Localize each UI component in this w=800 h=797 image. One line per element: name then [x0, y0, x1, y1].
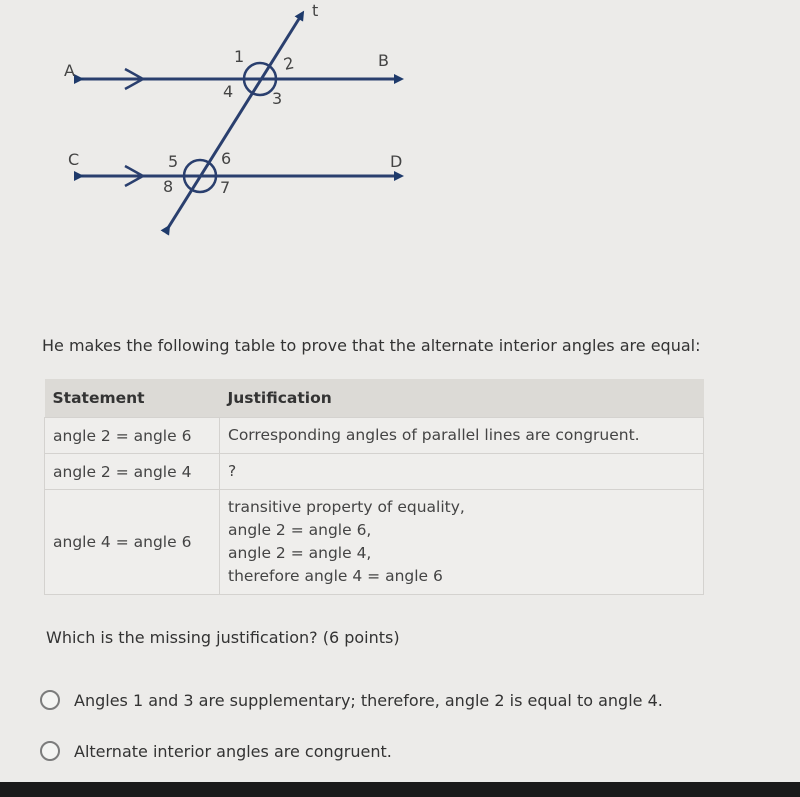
justification-line: ?	[228, 462, 237, 480]
justification-cell	[220, 454, 704, 490]
angle-label-4: 4	[223, 82, 234, 101]
table-row	[45, 418, 704, 454]
proof-table	[44, 379, 704, 595]
justification-line: angle 2 = angle 6,	[228, 521, 372, 539]
angle-label-3: 3	[272, 89, 283, 108]
label-c: C	[68, 150, 80, 169]
parallel-lines-diagram	[0, 0, 800, 300]
radio-button[interactable]	[40, 690, 60, 710]
statement-cell: angle 2 = angle 4	[45, 454, 220, 490]
label-t: t	[312, 1, 319, 20]
option-label: Alternate interior angles are congruent.	[74, 741, 392, 761]
angle-label-7: 7	[220, 178, 231, 197]
intro-text: He makes the following table to prove that the alternate interior angles are equal:	[42, 336, 701, 355]
angle-label-5: 5	[168, 152, 179, 171]
justification-line: transitive property of equality,	[228, 498, 465, 516]
photo-frame-edge	[0, 782, 800, 797]
header-justification: Justification	[220, 379, 704, 418]
label-d: D	[390, 152, 403, 171]
question-text: Which is the missing justification? (6 points)	[46, 628, 400, 647]
statement-cell: angle 2 = angle 6	[45, 418, 220, 454]
label-a: A	[64, 61, 75, 80]
justification-line: angle 2 = angle 4,	[228, 544, 372, 562]
statement-cell: angle 4 = angle 6	[45, 490, 220, 595]
justification-line: therefore angle 4 = angle 6	[228, 567, 443, 585]
angle-label-1: 1	[234, 47, 245, 66]
header-statement: Statement	[45, 379, 220, 418]
radio-button[interactable]	[40, 741, 60, 761]
label-b: B	[378, 51, 389, 70]
justification-line: Corresponding angles of parallel lines are congruent.	[228, 426, 640, 444]
angle-label-8: 8	[163, 177, 174, 196]
table-header-row	[45, 379, 704, 418]
justification-cell	[220, 490, 704, 595]
angle-label-6: 6	[221, 149, 232, 168]
answer-option-1[interactable]	[40, 690, 663, 710]
answer-option-2[interactable]	[40, 741, 392, 761]
option-label: Angles 1 and 3 are supplementary; therefore, angle 2 is equal to angle 4.	[74, 690, 663, 710]
justification-cell	[220, 418, 704, 454]
table-row	[45, 490, 704, 595]
table-row	[45, 454, 704, 490]
angle-label-2: 2	[281, 53, 296, 74]
